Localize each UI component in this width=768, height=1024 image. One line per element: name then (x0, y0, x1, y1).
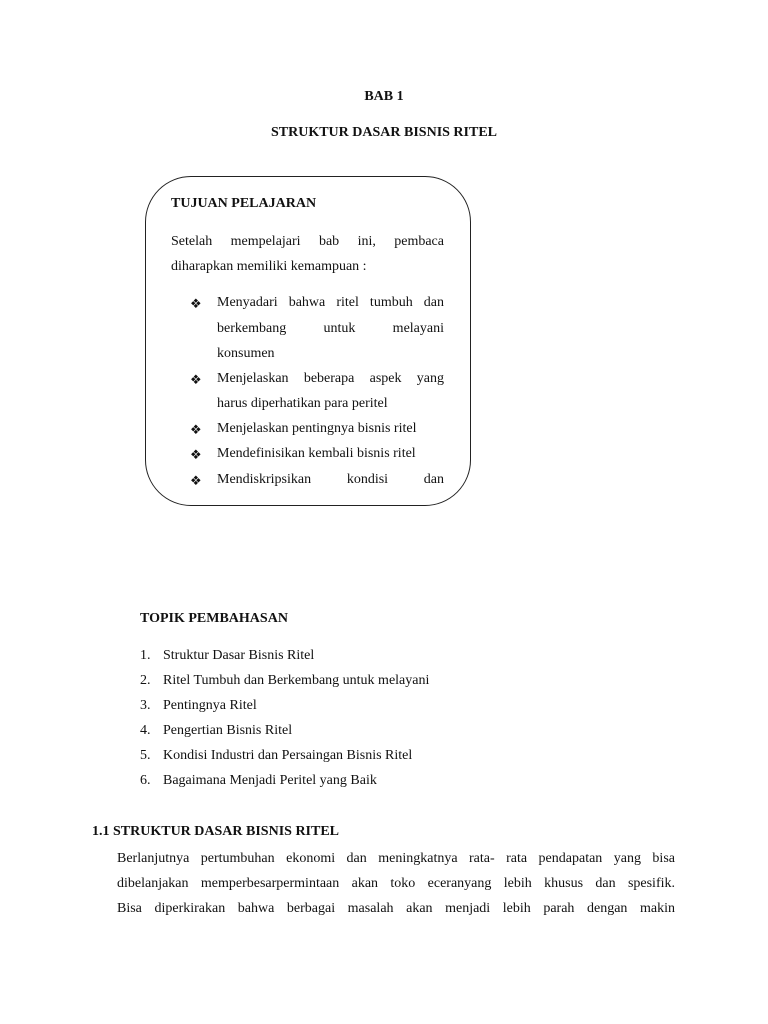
topic-item: Bagaimana Menjadi Peritel yang Baik (163, 773, 377, 788)
objectives-intro-line-2: diharapkan memiliki kemampuan : (171, 259, 367, 274)
topic-number: 6. (140, 773, 151, 788)
objective-line-5: harus diperhatikan para peritel (217, 396, 388, 411)
topic-number: 4. (140, 723, 151, 738)
objective-line-7: Mendefinisikan kembali bisnis ritel (217, 446, 416, 461)
paragraph-line-3: Bisa diperkirakan bahwa berbagai masalah akan menjadi lebih parah dengan makin (117, 901, 675, 916)
topic-item: Pentingnya Ritel (163, 698, 257, 713)
objective-line-3: konsumen (217, 346, 275, 361)
paragraph-line-1: Berlanjutnya pertumbuhan ekonomi dan meningkatnya rata- rata pendapatan yang bisa (117, 851, 675, 866)
topic-item: Kondisi Industri dan Persaingan Bisnis Ritel (163, 748, 413, 763)
objectives-title: TUJUAN PELAJARAN (171, 196, 317, 211)
paragraph-line-2: dibelanjakan memperbesarpermintaan akan toko eceranyang lebih khusus dan spesifik. (117, 876, 675, 891)
topic-item: Struktur Dasar Bisnis Ritel (163, 648, 315, 663)
diamond-bullet-icon: ❖ (190, 296, 202, 311)
objective-line-2: berkembang untuk melayani (217, 321, 444, 336)
section-heading: 1.1 STRUKTUR DASAR BISNIS RITEL (92, 824, 340, 839)
topics-title: TOPIK PEMBAHASAN (140, 611, 288, 626)
diamond-bullet-icon: ❖ (190, 422, 202, 437)
topic-number: 3. (140, 698, 151, 713)
diamond-bullet-icon: ❖ (190, 473, 202, 488)
topic-number: 5. (140, 748, 151, 763)
chapter-label: BAB 1 (364, 89, 404, 104)
diamond-bullet-icon: ❖ (190, 447, 202, 462)
objective-line-4: Menjelaskan beberapa aspek yang (217, 371, 444, 386)
objectives-intro-line-1: Setelah mempelajari bab ini, pembaca (171, 234, 444, 249)
chapter-title: STRUKTUR DASAR BISNIS RITEL (270, 125, 497, 140)
objective-line-1: Menyadari bahwa ritel tumbuh dan (217, 295, 444, 310)
topic-number: 2. (140, 673, 151, 688)
diamond-bullet-icon: ❖ (190, 372, 202, 387)
topic-number: 1. (140, 648, 151, 663)
objective-line-6: Menjelaskan pentingnya bisnis ritel (217, 421, 417, 436)
objective-line-8: Mendiskripsikan kondisi dan (217, 472, 444, 487)
topic-item: Ritel Tumbuh dan Berkembang untuk melayani (163, 673, 430, 688)
topic-item: Pengertian Bisnis Ritel (163, 723, 293, 738)
